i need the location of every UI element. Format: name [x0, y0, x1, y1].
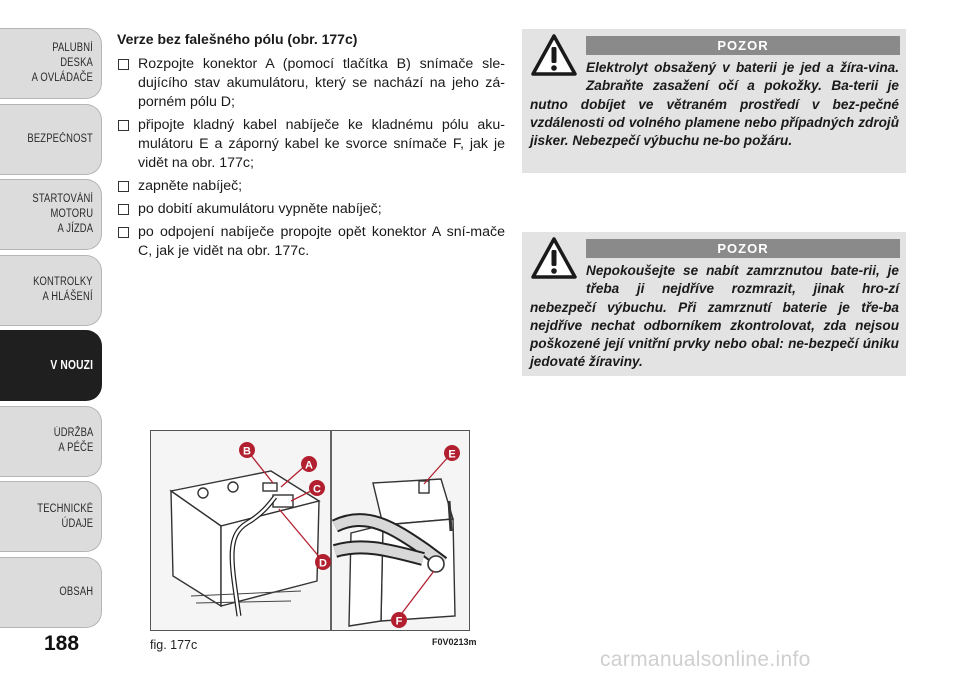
callout-label: D: [319, 557, 327, 570]
warning-text-content: Nepokoušejte se nabít zamrznutou bate-rii, je třeba ji nejdříve rozmrazit, jinak hro-zí nebezpečí výbuchu. Při zamrznutí baterie je tře-ba nejdříve nechat odborníkem zkontrolovat, zda nejsou poškozené její vnitřní prvky nebo obal: ne-bezpečí úniku jedovaté žíraviny.: [530, 263, 899, 370]
tab-udrzba[interactable]: [0, 406, 102, 477]
list-item-text: připojte kladný kabel nabíječe ke kladnému pólu aku-mulátoru E a záporný kabel ke svorce snímače F, jak je vidět na obr. 177c;: [138, 117, 505, 171]
instruction-list: [117, 55, 505, 261]
warning-text-content: Elektrolyt obsažený v baterii je jed a žíra-vina. Zabraňte zasažení očí a pokožky. Ba-terii je nutno dobíjet ve větraném prostředí v bez-pečné vzdálenosti od volného plamene nebo případných zdrojů jisker. Nebezpečí výbuchu ne-bo požáru.: [530, 60, 899, 149]
warning-title: POZOR: [586, 36, 900, 55]
tab-bezpecnost[interactable]: [0, 104, 102, 175]
page-number: 188: [44, 632, 80, 655]
callout-b: [239, 442, 255, 458]
checkbox-square-icon: [118, 120, 129, 131]
tab-technicke-udaje[interactable]: [0, 481, 102, 552]
callout-f: [391, 612, 407, 628]
battery-figure: [150, 430, 470, 631]
battery-illustration: [151, 431, 469, 630]
chapter-sidebar: [0, 28, 104, 632]
list-item-text: zapněte nabíječ;: [138, 178, 243, 194]
callout-a: [301, 456, 317, 472]
warning-text: [530, 59, 899, 150]
checkbox-square-icon: [118, 204, 129, 215]
warning-text: [530, 262, 899, 372]
callout-label: A: [305, 459, 313, 472]
list-item-text: po dobití akumulátoru vypněte nabíječ;: [138, 201, 382, 217]
warning-title: POZOR: [586, 239, 900, 258]
tab-label: STARTOVÁNÍ MOTORU A JÍZDA: [32, 193, 93, 235]
section-heading: Verze bez falešného pólu (obr. 177c): [117, 31, 358, 47]
figure-caption: fig. 177c: [150, 638, 198, 652]
tab-label: KONTROLKY A HLÁŠENÍ: [33, 276, 93, 303]
list-item: [117, 116, 505, 173]
tab-label: BEZPEČNOST: [27, 132, 93, 145]
watermark: carmanualsonline.info: [600, 648, 811, 671]
tab-label: PALUBNÍ DESKA A OVLÁDAČE: [31, 42, 93, 84]
tab-label: ÚDRŽBA A PÉČE: [53, 427, 93, 454]
figure-code: F0V0213m: [432, 637, 477, 647]
warning-box-frozen-battery: [522, 232, 906, 376]
list-item-text: Rozpojte konektor A (pomocí tlačítka B) snímače sle-dujícího stav akumulátoru, který se nachází na jeho zá-porném pólu D;: [138, 56, 505, 110]
tab-obsah[interactable]: [0, 557, 102, 628]
list-item: [117, 55, 505, 112]
instructions-column: [117, 30, 505, 265]
tab-label: TECHNICKÉ ÚDAJE: [37, 502, 93, 530]
callout-c: [309, 480, 325, 496]
callout-e: [444, 445, 460, 461]
callout-label: B: [243, 445, 251, 458]
tab-kontrolky[interactable]: [0, 255, 102, 326]
warning-box-electrolyte: [522, 29, 906, 173]
callout-label: F: [395, 615, 403, 628]
list-item: [117, 223, 505, 261]
checkbox-square-icon: [118, 181, 129, 192]
tab-v-nouzi[interactable]: [0, 330, 102, 401]
list-item: [117, 177, 505, 196]
tab-label: V NOUZI: [50, 358, 93, 372]
checkbox-square-icon: [118, 227, 129, 238]
tab-palubni-deska[interactable]: [0, 28, 102, 99]
list-item: [117, 200, 505, 219]
checkbox-square-icon: [118, 59, 129, 70]
callout-d: [315, 554, 331, 570]
list-item-text: po odpojení nabíječe propojte opět konektor A sní-mače C, jak je vidět na obr. 177c.: [138, 224, 505, 259]
tab-startovani[interactable]: [0, 179, 102, 250]
tab-label: OBSAH: [59, 585, 93, 598]
callout-label: C: [313, 483, 321, 496]
callout-label: E: [448, 448, 456, 461]
